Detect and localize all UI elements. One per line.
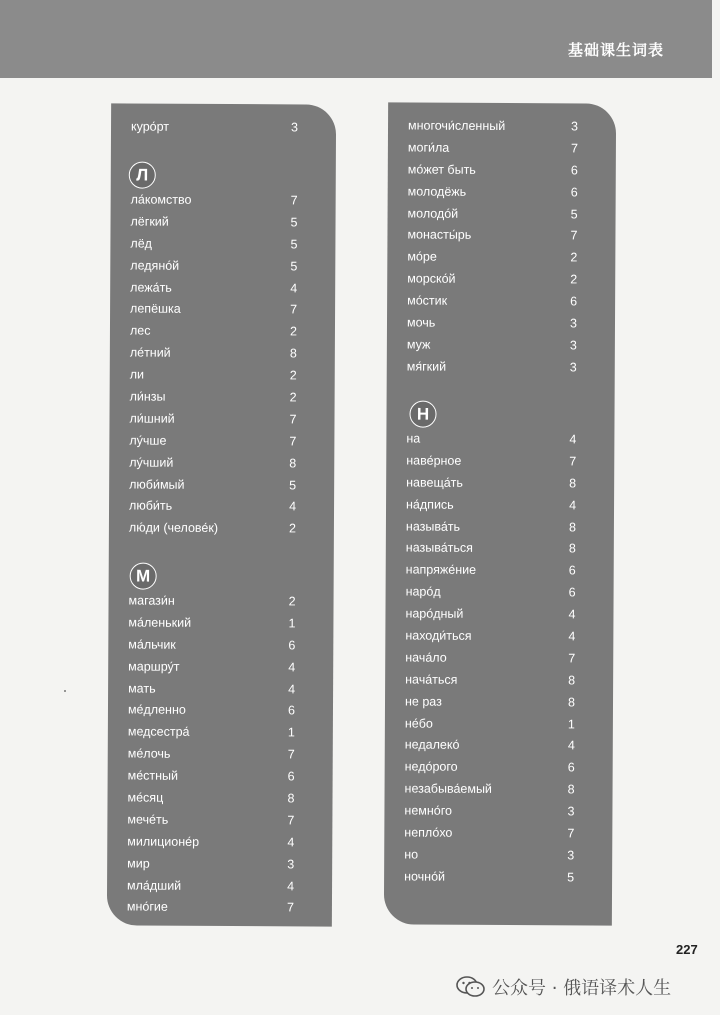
lesson-number: 7 — [570, 141, 578, 156]
vocab-entry — [108, 656, 333, 679]
vocab-word: ме́лочь — [127, 746, 171, 761]
lesson-number: 3 — [291, 120, 299, 135]
vocab-entry — [388, 181, 616, 204]
vocab-entry — [110, 321, 335, 344]
lesson-number: 2 — [289, 368, 297, 383]
lesson-number: 1 — [287, 725, 295, 740]
vocab-entry — [110, 255, 335, 278]
lesson-number: 8 — [289, 346, 297, 361]
vocab-word: ме́сяц — [127, 790, 164, 805]
vocab-word: называ́ть — [405, 519, 461, 534]
vocab-word: немно́го — [404, 803, 453, 818]
lesson-number: 7 — [567, 826, 575, 841]
watermark-text: 公众号 · 俄语译术人生 — [492, 978, 672, 999]
vocab-word: лу́чше — [129, 433, 167, 448]
lesson-number: 8 — [568, 541, 576, 556]
vocab-word: ночно́й — [404, 869, 446, 884]
lesson-number: 3 — [567, 804, 575, 819]
vocab-word: мече́ть — [127, 812, 169, 827]
vocab-word: но — [404, 847, 419, 862]
vocab-word: ма́ленький — [128, 615, 192, 630]
vocab-entry — [385, 691, 613, 714]
vocab-word: ла́комство — [130, 192, 192, 207]
vocab-entry — [384, 844, 612, 867]
vocab-entry — [384, 779, 612, 802]
vocab-word: ледяно́й — [130, 258, 180, 273]
vocab-entry — [386, 428, 614, 451]
lesson-number: 3 — [287, 857, 295, 872]
lesson-number: 6 — [570, 185, 578, 200]
vocab-word: лес — [129, 323, 151, 338]
lesson-number: 7 — [287, 813, 295, 828]
vocab-word: морско́й — [407, 271, 456, 286]
entry-list-left-top — [111, 116, 336, 139]
vocab-word: люби́ть — [129, 498, 173, 514]
vocab-word: мир — [127, 856, 150, 871]
vocab-word: напряже́ние — [405, 562, 477, 578]
lesson-number: 4 — [568, 607, 576, 622]
vocab-word: лю́ди (челове́к) — [128, 520, 219, 536]
vocab-word: муж — [406, 337, 431, 352]
lesson-number: 6 — [287, 703, 296, 718]
vocab-entry — [385, 757, 613, 780]
vocab-entry — [110, 343, 335, 366]
vocab-entry — [388, 137, 616, 160]
vocab-word: навеща́ть — [406, 475, 463, 490]
vocab-entry — [387, 225, 615, 248]
lesson-number: 6 — [570, 163, 578, 178]
lesson-number: 5 — [290, 237, 298, 252]
lesson-number: 2 — [288, 521, 296, 536]
vocab-entry — [110, 299, 335, 322]
vocab-entry — [109, 518, 334, 541]
vocab-entry — [385, 735, 613, 758]
vocab-word: милиционе́р — [127, 834, 200, 849]
vocab-entry — [385, 669, 613, 692]
vocab-word: ме́дленно — [127, 702, 186, 718]
lesson-number: 2 — [289, 324, 297, 339]
lesson-number: 6 — [568, 563, 576, 578]
vocab-word: лежа́ть — [130, 280, 172, 295]
vocab-entry — [385, 625, 613, 648]
vocab-word: нача́ло — [405, 650, 447, 665]
vocab-entry — [386, 516, 614, 539]
vocab-word: мя́гкий — [406, 359, 447, 374]
lesson-number: 6 — [287, 769, 295, 784]
lesson-number: 8 — [287, 791, 295, 806]
vocab-word: молодёжь — [407, 184, 467, 199]
vocab-word: молодо́й — [407, 206, 459, 221]
vocab-word: недо́рого — [404, 759, 458, 775]
lesson-number: 4 — [290, 280, 298, 295]
vocab-word: медсестра́ — [127, 724, 190, 740]
vocab-word: люби́мый — [129, 477, 185, 492]
vocab-word: незабыва́емый — [404, 781, 492, 797]
lesson-number: 5 — [290, 259, 298, 274]
vocab-entry — [110, 365, 335, 388]
lesson-number: 5 — [567, 870, 575, 885]
vocab-entry — [386, 582, 614, 605]
vocab-word: мла́дший — [127, 878, 182, 893]
lesson-number: 5 — [570, 206, 578, 221]
lesson-number: 2 — [570, 272, 578, 287]
vocab-word: мо́ре — [407, 249, 437, 265]
entry-list-n — [384, 428, 614, 889]
lesson-number: 4 — [569, 432, 577, 447]
lesson-number: 6 — [570, 294, 578, 309]
lesson-number: 2 — [288, 594, 296, 609]
vocab-entry — [387, 334, 615, 357]
vocab-word: непло́хо — [404, 825, 453, 840]
vocab-entry — [107, 897, 332, 920]
lesson-number: 3 — [569, 360, 577, 375]
vocab-entry — [110, 277, 335, 300]
vocab-entry — [107, 853, 332, 876]
vocab-entry — [384, 822, 612, 845]
vocab-entry — [385, 604, 613, 627]
vocab-word: лу́чший — [129, 455, 174, 470]
vocab-word: лёгкий — [130, 214, 169, 229]
vocab-word: ма́льчик — [128, 637, 176, 652]
vocab-word: лёд — [130, 236, 153, 251]
lesson-number: 7 — [286, 900, 294, 915]
vocab-entry — [107, 831, 332, 854]
vocab-entry — [386, 494, 614, 517]
vocab-word: на́дпись — [406, 497, 454, 512]
lesson-number: 8 — [568, 673, 576, 688]
lesson-number: 8 — [569, 476, 577, 491]
vocab-word: мочь — [406, 315, 436, 330]
vocab-word: не раз — [404, 694, 442, 709]
lesson-number: 4 — [569, 498, 577, 513]
lesson-number: 8 — [568, 519, 576, 534]
wechat-icon — [456, 975, 486, 999]
vocab-entry — [108, 634, 333, 657]
vocab-entry — [109, 496, 334, 519]
vocab-word: куро́рт — [130, 119, 170, 134]
vocab-entry — [110, 211, 335, 234]
lesson-number: 7 — [289, 434, 297, 449]
entry-list-l — [109, 189, 336, 540]
vocab-entry — [110, 233, 335, 256]
vocab-word: моги́ла — [407, 140, 450, 155]
vocab-word: ле́тний — [129, 345, 171, 360]
vocab-word: наро́д — [405, 584, 441, 599]
lesson-number: 7 — [290, 302, 298, 317]
section-letter-l: Л — [129, 162, 156, 189]
vocab-entry — [109, 430, 334, 453]
lesson-number: 8 — [289, 456, 297, 471]
entry-list-m — [107, 590, 334, 920]
lesson-number: 7 — [569, 454, 577, 469]
lesson-number: 7 — [287, 747, 295, 762]
page-number: 227 — [676, 942, 698, 957]
vocab-word: мо́жет быть — [407, 162, 476, 177]
vocab-entry — [387, 356, 615, 379]
vocab-entry — [387, 312, 615, 335]
vocab-entry — [107, 809, 332, 832]
lesson-number: 6 — [288, 638, 296, 653]
lesson-number: 6 — [567, 760, 575, 775]
lesson-number: 4 — [287, 835, 295, 850]
vocab-word: маршру́т — [128, 659, 180, 674]
vocab-entry — [384, 801, 612, 824]
section-letter-n: Н — [409, 401, 436, 428]
header-title: 基础课生词表 — [567, 41, 664, 59]
vocabulary-panel-left — [107, 103, 336, 926]
lesson-number: 7 — [289, 412, 297, 427]
vocab-entry — [108, 700, 333, 723]
vocab-entry — [111, 189, 336, 212]
lesson-number: 3 — [570, 316, 578, 331]
vocab-word: лепёшка — [130, 301, 181, 317]
vocab-word: ли́нзы — [129, 389, 166, 404]
lesson-number: 8 — [568, 695, 576, 710]
vocab-entry — [107, 875, 332, 898]
vocab-entry — [108, 744, 333, 767]
vocab-word: на — [406, 431, 421, 446]
vocab-entry — [386, 472, 614, 495]
vocab-entry — [387, 247, 615, 270]
vocab-entry — [108, 766, 333, 789]
vocab-word: находи́ться — [405, 628, 472, 643]
vocab-word: монасты́рь — [407, 227, 472, 243]
lesson-number: 7 — [570, 228, 578, 243]
lesson-number: 3 — [567, 848, 575, 863]
vocab-entry — [384, 866, 612, 889]
section-letter-m: М — [130, 563, 157, 590]
vocab-entry — [388, 159, 616, 182]
lesson-number: 4 — [288, 681, 296, 696]
vocab-entry — [108, 722, 333, 745]
vocab-word: не́бо — [404, 716, 433, 731]
watermark — [456, 974, 671, 1000]
vocab-word: называ́ться — [405, 540, 473, 556]
vocab-entry — [388, 115, 616, 138]
vocab-entry — [108, 590, 333, 613]
lesson-number: 5 — [289, 477, 297, 492]
vocab-entry — [109, 452, 334, 475]
vocab-word: ли́шний — [129, 411, 175, 426]
vocab-word: ли — [129, 367, 145, 382]
vocab-word: мо́стик — [407, 293, 448, 308]
lesson-number: 4 — [287, 878, 295, 893]
lesson-number: 4 — [288, 660, 296, 675]
lesson-number: 4 — [568, 629, 576, 644]
vocab-entry — [388, 203, 616, 226]
vocab-word: наве́рное — [406, 453, 462, 468]
lesson-number: 5 — [290, 215, 298, 230]
vocab-entry — [385, 713, 613, 736]
vocab-entry — [111, 116, 336, 139]
lesson-number: 4 — [567, 738, 575, 753]
vocab-entry — [387, 291, 615, 314]
lesson-number: 3 — [571, 119, 579, 134]
vocab-word: мать — [128, 681, 156, 696]
lesson-number: 7 — [568, 651, 576, 666]
vocabulary-panel-right — [384, 102, 616, 925]
vocab-entry — [108, 612, 333, 635]
lesson-number: 4 — [289, 499, 297, 514]
vocab-entry — [107, 787, 332, 810]
vocab-entry — [109, 408, 334, 431]
vocab-entry — [386, 560, 614, 583]
lesson-number: 1 — [567, 716, 575, 731]
vocab-word: нача́ться — [405, 672, 458, 687]
vocab-word: недалеко́ — [404, 737, 460, 753]
vocab-entry — [108, 678, 333, 701]
lesson-number: 2 — [570, 250, 578, 265]
vocab-entry — [386, 538, 614, 561]
lesson-number: 2 — [289, 390, 297, 405]
header-bar — [0, 0, 712, 78]
lesson-number: 1 — [288, 616, 296, 631]
vocab-entry — [387, 269, 615, 292]
vocab-word: магази́н — [128, 593, 175, 608]
vocab-word: многочи́сленный — [407, 118, 506, 134]
vocab-word: мно́гие — [126, 899, 168, 915]
lesson-number: 8 — [567, 782, 575, 797]
vocab-word: наро́дный — [405, 606, 464, 621]
vocab-word: ме́стный — [127, 768, 179, 783]
vocab-entry — [385, 647, 613, 670]
lesson-number: 6 — [568, 585, 576, 600]
vocab-entry — [110, 386, 335, 409]
lesson-number: 3 — [569, 338, 577, 353]
entry-list-right-top — [387, 115, 616, 379]
vocab-entry — [109, 474, 334, 497]
lesson-number: 7 — [290, 193, 298, 208]
vocab-entry — [386, 450, 614, 473]
scan-speck — [64, 690, 66, 692]
